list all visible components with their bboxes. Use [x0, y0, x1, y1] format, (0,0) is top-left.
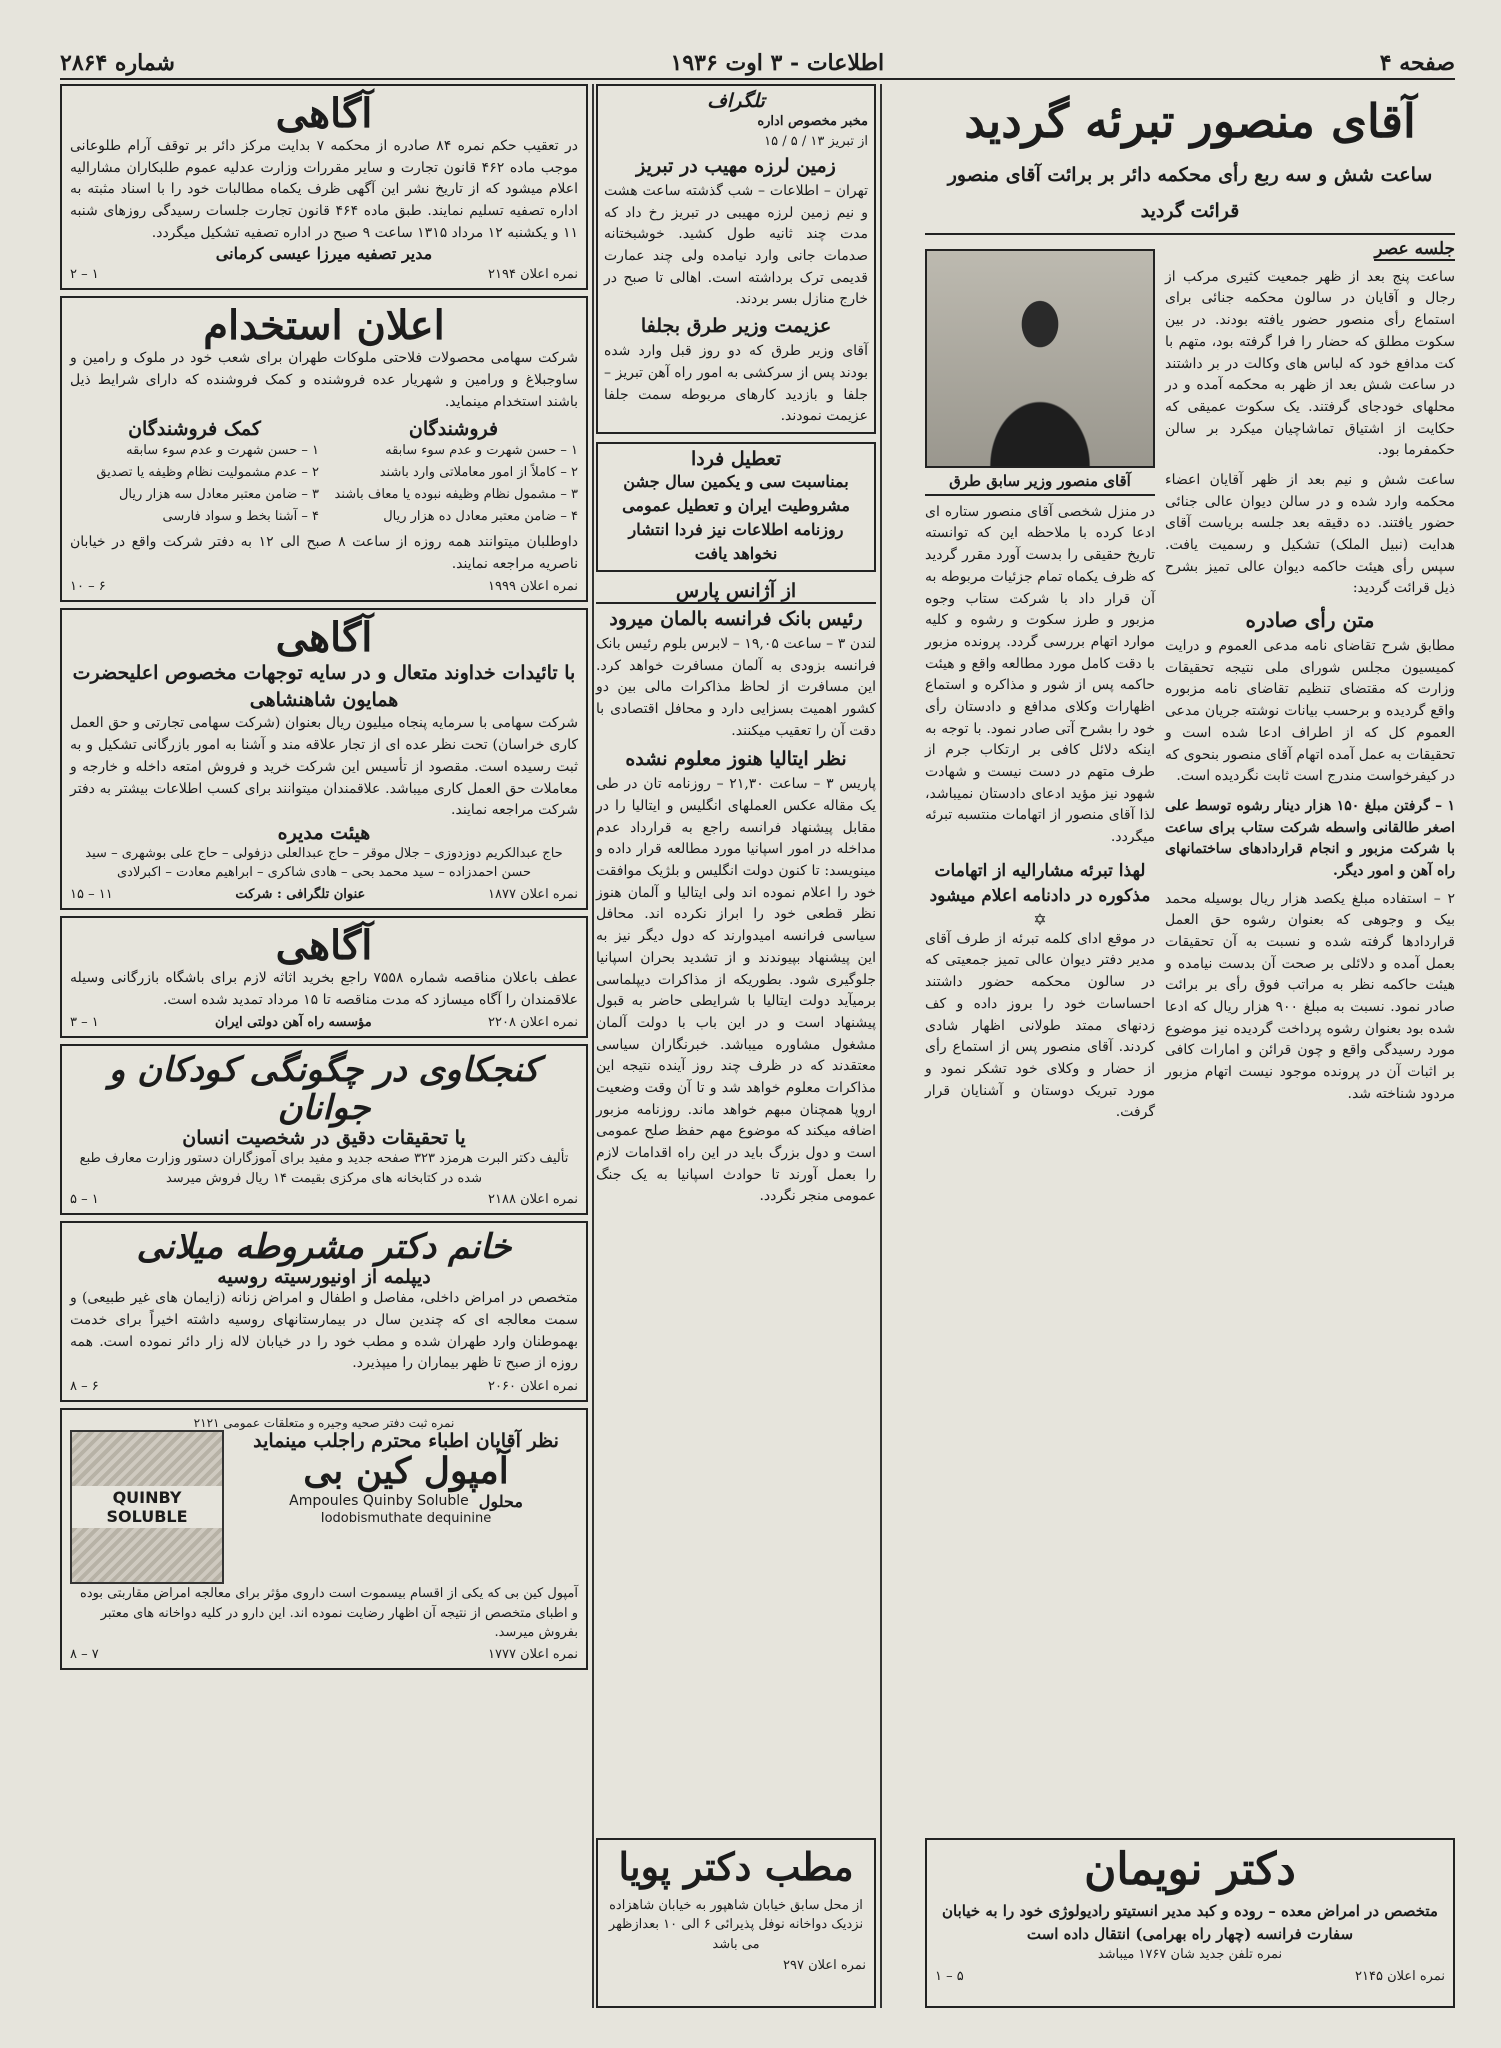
intro-text: ساعت پنج بعد از ظهر جمعیت کثیری مرکب از رجال و آقایان در سالون محکمه جنائی برای استماع رأی منصور حضور یافته بودند. در بین سکوت مطلق که حضار را فرا گرفته بود، متهم با کت مدافع خود که لباس های وکالت در بر داشتند در ساعت شش بعد از ظهر به محکمه آمده و در محلهای خودجای گرفتند. یک سکوت عمیقی که حکایت از اشتیاق تماشاچیان میکرد بر سالن حکمفرما بود. [1165, 268, 1455, 459]
doctor-ad [60, 1221, 588, 1402]
ad-dr-neuman-title: دکتر نویمان [1084, 1844, 1296, 1895]
hiring-ad [60, 296, 588, 602]
hiring-ref: نمره اعلان ۱۹۹۹ [488, 579, 578, 595]
ampoule-code: ۷ – ۸ [70, 1646, 99, 1662]
helpers-item: ۳ – ضامن معتبر معادل سه هزار ریال [118, 486, 319, 502]
hiring-code: ۶ – ۱۰ [70, 579, 106, 595]
sellers-title: فروشندگان [408, 417, 499, 440]
notice-1-ref: نمره اعلان ۲۱۹۴ [488, 267, 578, 283]
section-label: جلسه عصر [1374, 238, 1455, 259]
ad-dr-neuman-phone: نمره تلفن جدید شان ۱۷۶۷ میباشد [1097, 1947, 1283, 1963]
quake-text: تهران – اطلاعات – شب گذشته ساعت هشت و نیم زمین لرزه مهیبی در تبریز رخ داد که مدت چند ثانیه طول کشید. خوشبختانه صدمات جانی وارد نیامده ولی چند عمارت قدیمی ترک برداشته است. اهالی تا صبح در خارج منازل بسر بردند. [604, 183, 868, 308]
bank-title: رئیس بانک فرانسه بالمان میرود [609, 607, 863, 630]
notice-3-text: عطف باعلان مناقصه شماره ۷۵۵۸ راجع بخرید اثاثه لازم برای باشگاه بازرگانی وسیله علاقمندان را آگاه میسازد که مدت مناقصه تا ۱۵ مرداد تمدید شده است. [70, 969, 579, 1008]
sellers-item: ۲ – کاملاً از امور معاملاتی وارد باشند [379, 464, 578, 480]
notice-1-code: ۱ – ۲ [70, 267, 99, 283]
sellers-item: ۴ – ضامن معتبر معادل ده هزار ریال [383, 508, 578, 524]
acquittal-title: لهذا تبرئه مشارالیه از اتهامات مذکوره در دادنامه اعلام میشود [929, 860, 1151, 907]
quinby-box-image [70, 1430, 224, 1584]
italy-title: نظر ایتالیا هنوز معلوم نشده [625, 748, 847, 771]
notice-3-title: آگاهی [275, 921, 373, 969]
quake-title: زمین لرزه مهیب در تبریز [636, 155, 836, 177]
notice-2-ref: نمره اعلان ۱۸۷۷ [488, 886, 578, 902]
book-title: کنجکاوی در چگونگی کودکان و جوانان [108, 1050, 540, 1128]
notice-3-code: ۱ – ۳ [70, 1015, 99, 1031]
ampoule-note: نمره ثبت دفتر صحیه وجیره و متعلقات عمومی ۲۱۲۱ [193, 1416, 455, 1431]
ad-dr-pouya [596, 1838, 876, 2008]
helpers-item: ۱ – حسن شهرت و عدم سوء سابقه [126, 442, 319, 458]
notice-1-title: آگاهی [275, 90, 373, 137]
helpers-item: ۴ – آشنا بخط و سواد فارسی [162, 508, 319, 524]
minister-title: عزیمت وزیر طرق بجلفا [640, 315, 832, 338]
holiday-label: تعطیل فردا [690, 447, 782, 470]
notice-3-org: مؤسسه راه آهن دولتی ایران [215, 1015, 372, 1031]
verdict-text: مطابق شرح تقاضای نامه مدعی العموم و درایت کمیسیون مجلس شورای ملی نتیجه تحقیقات وزارت که مقتضای تنظیم تقاضای نامه مزبوره واقع گردیده و برحسب بیانات نوشته جریان مدعی العموم کل که از اطراف ادعا شده است و تحقیقات به عمل آمده اتهام آقای منصور بنحوی که در کیفرخواست مندرج است ثابت نگردیده است. [1165, 638, 1455, 785]
doctor-text: متخصص در امراض داخلی، مفاصل و اطفال و امراض زنانه (زایمان های غیر طبیعی) و سمت معالجه ای که چندین سال در بیمارستانهای روسیه داشته اخیراً برای خدمت بهموطنان وارد طهران شده و مطب خود را در خیابان لاله زار دائر نموده است. همه روزه از صبح تا ظهر بیماران را میپذیرد. [70, 1290, 578, 1372]
newspaper-date: اطلاعات - ۳ اوت ۱۹۳۶ [670, 50, 885, 76]
verdict-title: متن رأی صادره [1245, 608, 1375, 633]
ad-dr-pouya-ref: نمره اعلان ۲۹۷ [782, 1958, 866, 1974]
star-divider: ✡ [1033, 909, 1047, 929]
sellers-item: ۳ – مشمول نظام وظیفه نبوده یا معاف باشند [334, 486, 578, 502]
notice-2-title: آگاهی [275, 614, 373, 662]
doctor-code: ۶ – ۸ [70, 1379, 99, 1395]
board-members: حاج عبدالکریم دوزدوزی – جلال موقر – حاج عبدالعلی دزفولی – حاج علی بوشهری – سید حسن احمدزاده – سید محمد بحی – هادی شاکری – ابراهیم معادت – اکبرلادی [85, 845, 563, 881]
ad-dr-neuman-ref: نمره اعلان ۲۱۴۵ [1355, 1968, 1445, 1984]
notice-1 [60, 84, 588, 290]
column-rule-left [592, 84, 594, 2008]
doctor-sub: دیپلمه از اونیورسیته روسیه [217, 1266, 431, 1289]
ampoule-ref: نمره اعلان ۱۷۷۷ [488, 1646, 578, 1662]
notice-3 [60, 916, 588, 1038]
main-subhead: ساعت شش و سه ربع رأی محکمه دائر بر برائت آقای منصور قرائت گردید [947, 163, 1433, 222]
page-header [60, 48, 1455, 80]
issue-number: شماره ۲۸۶۴ [60, 50, 175, 76]
ad-dr-neuman-text: متخصص در امراض معده – روده و کبد مدیر انستیتو رادیولوژی خود را به خیابان سفارت فرانسه (چهار راه بهرامی) انتقال داده است [942, 1902, 1438, 1943]
book-sub: یا تحقیقات دقیق در شخصیت انسان [182, 1127, 466, 1150]
ampoule-latin: Ampoules Quinby Soluble [289, 1493, 469, 1510]
column-right [925, 84, 1455, 2008]
ampoule-ad [60, 1408, 588, 1670]
column-left [60, 84, 588, 2008]
ampoule-text: آمپول کین بی که یکی از اقسام بیسموت است داروی مؤثر برای معالجه امراض مقاربتی بوده و اطبای متخصص از نتیجه آن اظهار رضایت نموده اند. این دارو در کلیه دواخانه های معتبر بفروش میرسد. [80, 1586, 578, 1641]
notice-2-code: ۱۱ – ۱۵ [70, 886, 113, 902]
notice-3-ref: نمره اعلان ۲۲۰۸ [488, 1015, 578, 1031]
quinby-box-label: QUINBY SOLUBLE [72, 1486, 222, 1528]
italy-text: پاریس ۳ – ساعت ۲۱,۳۰ – روزنامه تان در طی یک مقاله عکس العملهای انگلیس و ایتالیا را در مقابل پیشنهاد فرانسه راجع به قرارداد عدم مداخله در امور اسپانیا مورد مطالعه قرار داده و مینویسد: تا کنون دولت انگلیس و بلژیک موافقت خود را اعلام نموده اند ولی ایتالیا و آلمان هنوز نظر قطعی خود را ابراز نکرده اند. محافل سیاسی فرانسه امیدوارند که دول دیگر نیز به این پیشنهاد بپیوندند و از تشدید بحران اسپانیا جلوگیری شود. بطوریکه از مذاکرات دیپلماسی برمیآید دولت ایتالیا با شرایطی حاضر به قبول پیشنهاد است و در این باب با دولت آلمان مشغول مشاوره میباشد. خبرنگاران سیاسی معتقدند که در ظرف چند روز آینده نتیجه این مذاکرات معلوم خواهد شد و تا آن وقت وضعیت اروپا همچنان مبهم خواهد ماند. روزنامه مزبور اضافه میکند که موضوع مهم حفظ صلح عمومی است و دول بزرگ باید در این راه اقدامات لازم را بعمل آورند تا حوادث اسپانیا به یک جنگ عمومی منجر نگردد. [596, 776, 876, 1205]
notice-1-sign: مدیر تصفیه میرزا عیسی کرمانی [215, 244, 433, 264]
pars-label: از آژانس پارس [596, 580, 876, 604]
notice-2-sub: با تائیدات خداوند متعال و در سایه توجهات مخصوص اعلیحضرت همایون شاهنشاهی [72, 662, 576, 711]
notice-2 [60, 608, 588, 910]
doctor-ref: نمره اعلان ۲۰۶۰ [488, 1379, 578, 1395]
ampoule-line: نظر آقایان اطباء محترم راجلب مینماید [253, 1430, 559, 1453]
board-title: هیئت مدیره [277, 821, 371, 844]
photo-caption: آقای منصور وزیر سابق طرق [925, 468, 1155, 496]
session-text: ساعت شش و نیم بعد از ظهر آقایان اعضاء محکمه وارد شده و در سالن دیوان عالی جنائی حضور یافتند. ده دقیقه بعد جلسه بریاست آقای هدایت (نبیل الملک) تشکیل و رسمیت یافت. سپس رأی هیئت حاکمه دیوان عالی تمیز بشرح ذیل قرائت گردید: [1165, 471, 1455, 597]
minister-text: آقای وزیر طرق که دو روز قبل وارد شده بودند پس از سرکشی به امور راه آهن تبریز – جلفا و بازدید کارهای مربوطه سمت جلفا عزیمت نمودند. [604, 343, 868, 425]
ampoule-word: محلول [478, 1491, 523, 1511]
holiday-text: بمناسبت سی و یکمین سال جشن مشروطیت ایران و تعطیل عمومی روزنامه اطلاعات نیز فردا انتشار نخواهد یافت [622, 471, 850, 563]
helpers-title: کمک فروشندگان [128, 417, 261, 440]
notice-1-text: در تعقیب حکم نمره ۸۴ صادره از محکمه ۷ بدایت مرکز دائر بر توقف آرام طلوعانی موجب ماده ۴۶۲ قانون تجارت و سایر مقررات وزارت عدلیه عموم طلبکاران مشارالیه اعلام میشود که از تاریخ نشر این آگهی ظرف یکماه مطالبات خود را با اسناد مثبته به اداره تصفیه تسلیم نمایند. طبق ماده ۴۶۴ قانون تجارت جلسات رسیدگی روزهای شنبه ۱۱ و یکشنبه ۱۲ مرداد ۱۳۱۵ ساعت ۹ صبح در اداره تصفیه تشکیل میگردد. [70, 138, 578, 241]
holiday-notice [596, 442, 876, 572]
hiring-title: اعلان استخدام [203, 302, 445, 350]
main-headline: آقای منصور تبرئه گردید [964, 94, 1416, 148]
notice-2-address: عنوان تلگرافی : شرکت [235, 886, 366, 902]
case-text: در منزل شخصی آقای منصور ستاره ای ادعا کرده با ملاحظه این که توانسته تاریخ حقیقی را بدست آورد مقرر گردید که ظرف یکماه تمام جزئیات مربوطه به آن قرار داد با شرکت ستاب وجوه مزبور و طرز سکوت و رشوه و کلیه موارد اتهام بررسی گردد. پرونده مزبور با دقت کامل مورد مطالعه واقع و هیئت حاکمه پس از شور و مذاکره و استماع اظهارات وکلای مدافع و دادستان رأی خود را بشرح آتی صادر نمود. با توجه به اینکه دلائل کافی بر ارتکاب جرم از طرف متهم در دست نیست و شهادت شهود نیز مؤید ادعای دادستان نمیباشد، لذا آقای منصور از اتهامات منتسبه تبرئه میگردد. [925, 503, 1155, 846]
bank-text: لندن ۳ – ساعت ۱۹,۰۵ – لابرس بلوم رئیس بانک فرانسه بزودی به آلمان مسافرت خواهد کرد. این مسافرت از لحاظ مذاکرات مالی بین دو کشور اهمیت بسزایی دارد و محافل اقتصادی با دقت آن را تعقیب میکنند. [596, 635, 877, 739]
book-text: تألیف دکتر البرت هرمزد ۳۲۳ صفحه جدید و مفید برای آموزگاران دستور وزارت معارف طبع شده در کتابخانه های مرکزی بقیمت ۱۴ ریال فروش میرسد [79, 1151, 569, 1186]
verdict-item-1: ۱ – گرفتن مبلغ ۱۵۰ هزار دینار رشوه توسط علی اصغر طالقانی واسطه شرکت ستاب برای ساعت با شرکت مزبور و انجام قراردادهای ساختمانهای راه آهن و امور دیگر. [1165, 797, 1456, 879]
book-ref: نمره اعلان ۲۱۸۸ [488, 1192, 578, 1208]
ampoule-title: آمپول کین بی [303, 1450, 509, 1493]
notice-2-text: شرکت سهامی با سرمایه پنجاه میلیون ریال بعنوان (شرکت سهامی تجارتی و حق العمل کاری خراسان) تحت نظر عده ای از تجار علاقه مند و آشنا به امور بازرگانی تشکیل و به ثبت رسیده است. مقصود از تأسیس این شرکت خرید و فروش امتعه داخله و خارجه و معاملات حق العمل کاری میباشد. علاقمندان میتوانند برای کسب اطلاعات بیشتر به دفتر شرکت مراجعه نمایند. [70, 715, 578, 819]
book-code: ۱ – ۵ [70, 1192, 99, 1208]
verdict-item-2: ۲ – استفاده مبلغ یکصد هزار ریال بوسیله محمد بیک و وجوهی که بعنوان رشوه حق العمل قراردادها گرفته شده و نسبت به آن تحقیقات بعمل آمده و دلائلی بر صحت آن بدست نیامده و هیئت حاکمه نظر به مراتب فوق رأی بر برائت صادر نمود. نسبت به مبلغ ۹۰۰ هزار ریال که ادعا شده بود بعنوان رشوه پرداخت گردیده نیز موضوع مورد رسیدگی واقع و چون قرائن و امارات کافی بر اثبات آن در پرونده موجود نیست اتهام مزبور مردود شناخته شد. [1165, 890, 1455, 1102]
helpers-item: ۲ – عدم مشمولیت نظام وظیفه یا تصدیق [96, 464, 319, 480]
ampoule-latin-2: Iodobismuthate dequinine [320, 1510, 492, 1526]
column-middle [596, 84, 876, 2008]
ad-dr-pouya-title: مطب دکتر پویا [618, 1844, 854, 1889]
hiring-intro: شرکت سهامی محصولات فلاحتی ملوکات طهران برای شعب خود در ملوک و رامین و ساوجبلاغ و ورامین و شهریار عده فروشنده و کمک فروشنده که دارای شرایط ذیل باشند استخدام مینماید. [70, 350, 578, 410]
telegraph-sub: مخبر مخصوص اداره [757, 114, 868, 129]
hiring-outro: داوطلبان میتوانند همه روزه از ساعت ۸ صبح الی ۱۲ به دفتر شرکت واقع در خیابان ناصریه مراجعه نمایند. [70, 533, 578, 572]
ad-dr-neuman-code: ۵ – ۱ [935, 1968, 964, 1984]
acquittal-text: در موقع ادای کلمه تبرئه از طرف آقای مدیر دفتر دیوان عالی تمیز جمعیتی که در سالون محکمه حضور داشتند احساسات خود را بروز داده و کف زدنهای ممتد طولانی اظهار شادی کردند. آقای منصور پس از استماع رأی از حضار و وکلای خود تشکر نمود و مورد تبریک دوستان و آشنایان قرار گرفت. [925, 930, 1155, 1121]
book-ad [60, 1044, 588, 1215]
ad-dr-pouya-text: از محل سابق خیابان شاهپور به خیابان شاهزاده نزدیک دواخانه نوفل پذیرائی ۶ الی ۱۰ بعدازظهر می باشد [608, 1897, 864, 1952]
doctor-title: خانم دکتر مشروطه میلانی [136, 1227, 512, 1268]
column-rule-right [880, 84, 882, 2008]
page-number: صفحه ۴ [1379, 50, 1455, 76]
telegraph-section [596, 84, 876, 434]
ad-dr-neuman [925, 1838, 1455, 2008]
telegraph-label: تلگراف [707, 90, 765, 112]
telegraph-date: از تبریز ۱۳ / ۵ / ۱۵ [764, 133, 868, 149]
sellers-item: ۱ – حسن شهرت و عدم سوء سابقه [385, 442, 578, 458]
mansour-photo [925, 249, 1155, 468]
